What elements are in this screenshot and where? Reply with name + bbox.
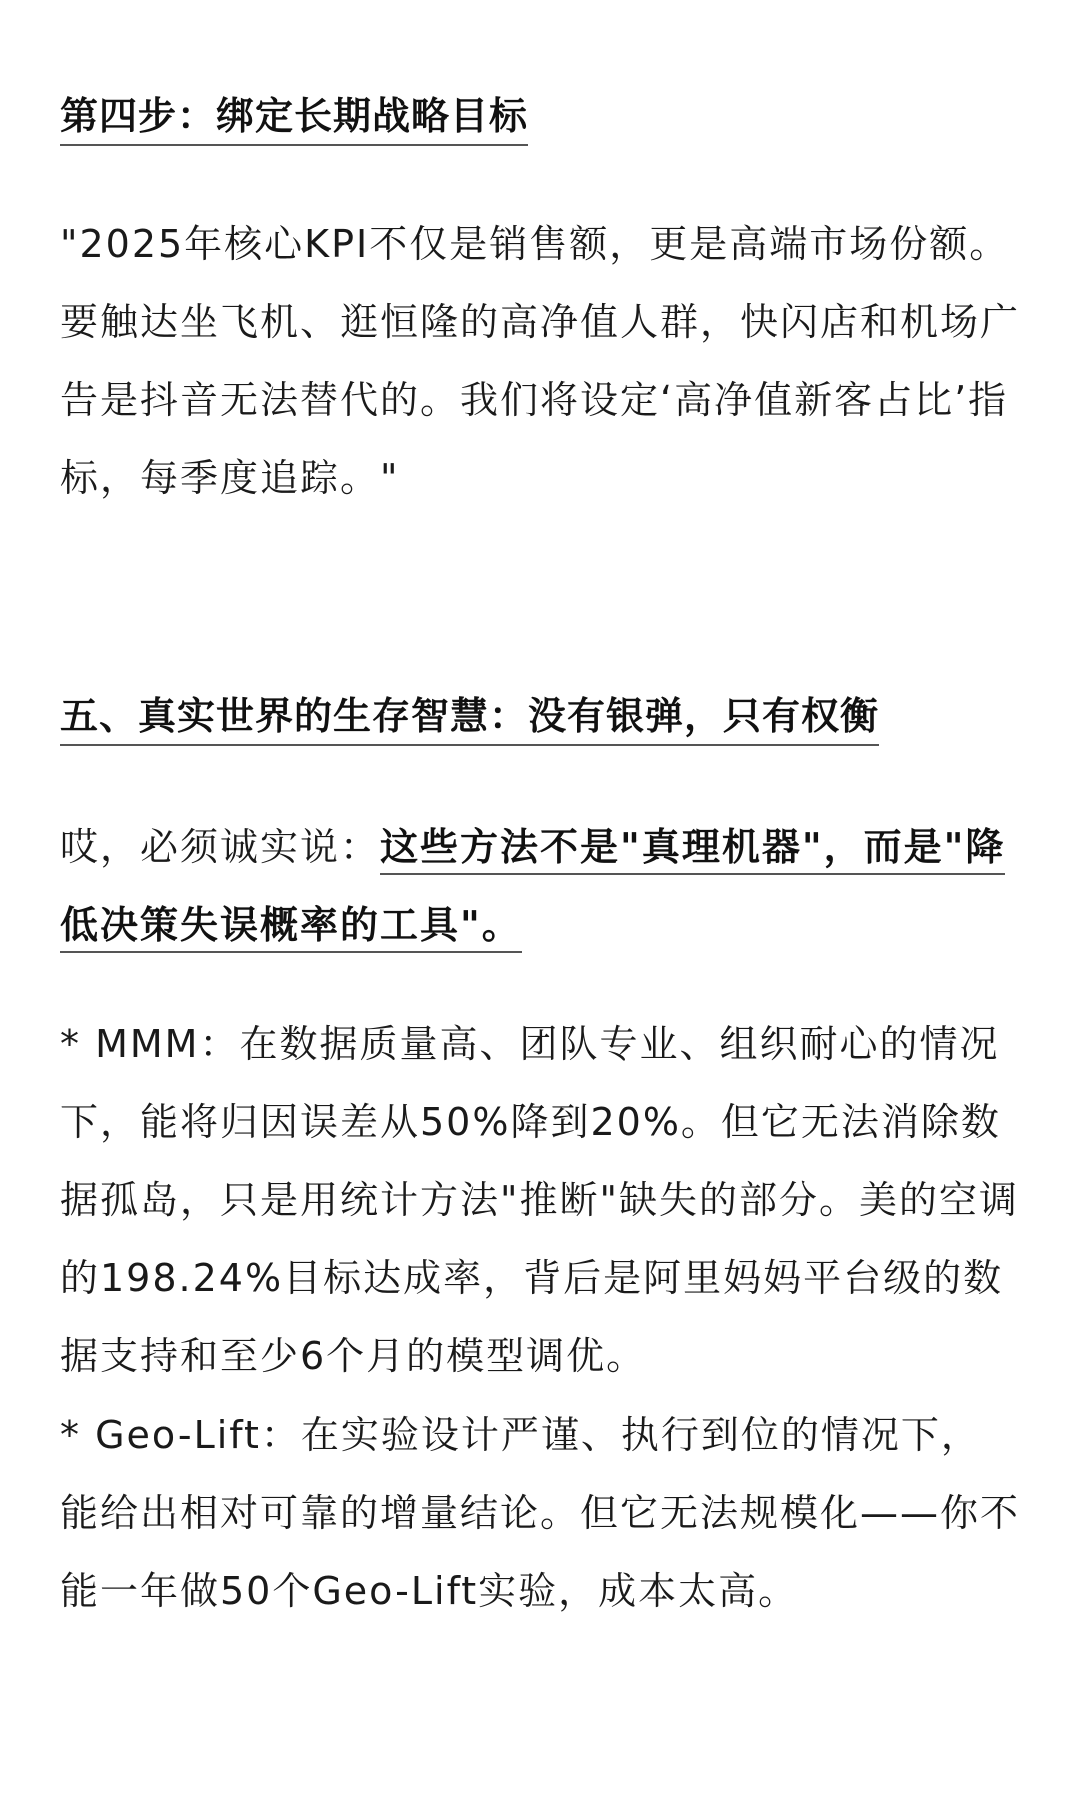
- geo-lift-paragraph: * Geo-Lift：在实验设计严谨、执行到位的情况下，能给出相对可靠的增量结论。但它无法规模化——你不能一年做50个Geo-Lift实验，成本太高。: [60, 1413, 1021, 1613]
- step4-heading: 第四步：绑定长期战略目标: [60, 90, 528, 146]
- intro-prefix: 哎，必须诚实说：: [60, 825, 381, 869]
- intro-emphasis: 这些方法不是"真理机器"，而是"降低决策失误概率的工具"。: [60, 825, 1005, 953]
- step4-quote-paragraph: "2025年核心KPI不仅是销售额，更是高端市场份额。要触达坐飞机、逛恒隆的高净值人群，快闪店和机场广告是抖音无法替代的。我们将设定‘高净值新客占比’指标，每季度追踪。": [60, 222, 1021, 500]
- section5-heading: 五、真实世界的生存智慧：没有银弹，只有权衡: [60, 690, 879, 746]
- mmm-paragraph: * MMM：在数据质量高、团队专业、组织耐心的情况下，能将归因误差从50%降到20%。但它无法消除数据孤岛，只是用统计方法"推断"缺失的部分。美的空调的198.24%目标达成率，背后是阿里妈妈平台级的数据支持和至少6个月的模型调优。: [60, 1022, 1019, 1378]
- section5-intro-paragraph: [60, 808, 1020, 964]
